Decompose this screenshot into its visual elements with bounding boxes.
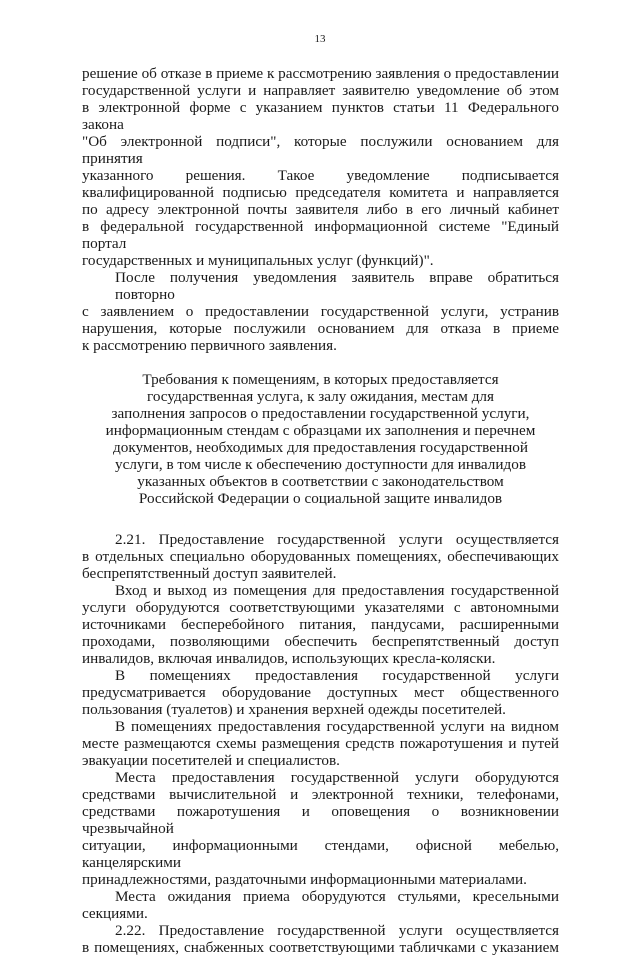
text-line: в федеральной государственной информационной системе "Единый портал [82, 218, 559, 252]
text-line: нарушения, которые послужили основанием для отказа в приеме [82, 320, 559, 337]
text-line: средствами вычислительной и электронной техники, телефонами, [82, 786, 559, 803]
text-line: государственных и муниципальных услуг (функций)". [82, 252, 434, 269]
text-line: средствами пожаротушения и оповещения о возникновении чрезвычайной [82, 803, 559, 837]
text-line: Места ожидания приема оборудуются стульями, кресельными [115, 888, 559, 905]
text-line: эвакуации посетителей и специалистов. [82, 752, 340, 769]
text-line: пользования (туалетов) и хранения верхней одежды посетителей. [82, 701, 506, 718]
heading-line: информационным стендам с образцами их заполнения и перечнем [105, 422, 536, 439]
text-line: решение об отказе в приеме к рассмотрению заявления о предоставлении [82, 65, 559, 82]
text-line: Места предоставления государственной услуги оборудуются [115, 769, 559, 786]
text-line: ситуации, информационными стендами, офисной мебелью, канцелярскими [82, 837, 559, 871]
paragraph-waiting-area [82, 888, 559, 922]
heading-line: документов, необходимых для предоставления государственной [113, 439, 528, 456]
text-line: источниками бесперебойного питания, пандусами, расширенными [82, 616, 559, 633]
paragraph-equipment [82, 769, 559, 888]
heading-line: государственная услуга, к залу ожидания, местам для [146, 388, 494, 405]
text-line: месте размещаются схемы размещения средств пожаротушения и путей [82, 735, 559, 752]
text-line: услуги оборудуются соответствующими указателями с автономными [82, 599, 559, 616]
text-line: В помещениях предоставления государственной услуги [115, 667, 559, 684]
paragraph-evacuation [82, 718, 559, 769]
text-line: к рассмотрению первичного заявления. [82, 337, 337, 354]
paragraph-repeat-application [82, 269, 559, 354]
text-line: указанного решения. Такое уведомление подписывается [82, 167, 559, 184]
text-line: государственной услуги и направляет заявителю уведомление об этом [82, 82, 559, 99]
document-body [82, 65, 559, 956]
text-line: Вход и выход из помещения для предоставления государственной [115, 582, 559, 599]
text-line: 2.22. Предоставление государственной услуги осуществляется [115, 922, 559, 939]
text-line: "Об электронной подписи", которые послужили основанием для принятия [82, 133, 559, 167]
text-line: беспрепятственный доступ заявителей. [82, 565, 337, 582]
heading-line: заполнения запросов о предоставлении государственной услуги, [111, 405, 530, 422]
text-line: с заявлением о предоставлении государственной услуги, устранив [82, 303, 559, 320]
section-heading [82, 371, 559, 507]
text-line: инвалидов, включая инвалидов, использующих кресла-коляски. [82, 650, 496, 667]
text-line: секциями. [82, 905, 148, 922]
paragraph-facilities [82, 667, 559, 718]
heading-line: Требования к помещениям, в которых предоставляется [142, 371, 499, 388]
paragraph-2-22 [82, 922, 559, 956]
text-line: После получения уведомления заявитель вправе обратиться повторно [115, 269, 559, 303]
text-line: 2.21. Предоставление государственной услуги осуществляется [115, 531, 559, 548]
paragraph-entrance [82, 582, 559, 667]
paragraph-rejection-notice [82, 65, 559, 269]
text-line: в отдельных специально оборудованных помещениях, обеспечивающих [82, 548, 559, 565]
heading-line: Российской Федерации о социальной защите инвалидов [138, 490, 503, 507]
text-line: в помещениях, снабженных соответствующими табличками с указанием [82, 939, 559, 956]
text-line: В помещениях предоставления государственной услуги на видном [115, 718, 559, 735]
text-line: проходами, позволяющими обеспечить беспрепятственный доступ [82, 633, 559, 650]
text-line: по адресу электронной почты заявителя либо в его личный кабинет [82, 201, 559, 218]
text-line: предусматривается оборудование доступных мест общественного [82, 684, 559, 701]
text-line: принадлежностями, раздаточными информационными материалами. [82, 871, 527, 888]
text-line: в электронной форме с указанием пунктов статьи 11 Федерального закона [82, 99, 559, 133]
heading-line: услуги, в том числе к обеспечению доступности для инвалидов [114, 456, 526, 473]
text-line: квалифицированной подписью председателя комитета и направляется [82, 184, 559, 201]
paragraph-2-21 [82, 531, 559, 582]
page-number: 13 [314, 33, 326, 45]
heading-line: указанных объектов в соответствии с законодательством [137, 473, 504, 490]
